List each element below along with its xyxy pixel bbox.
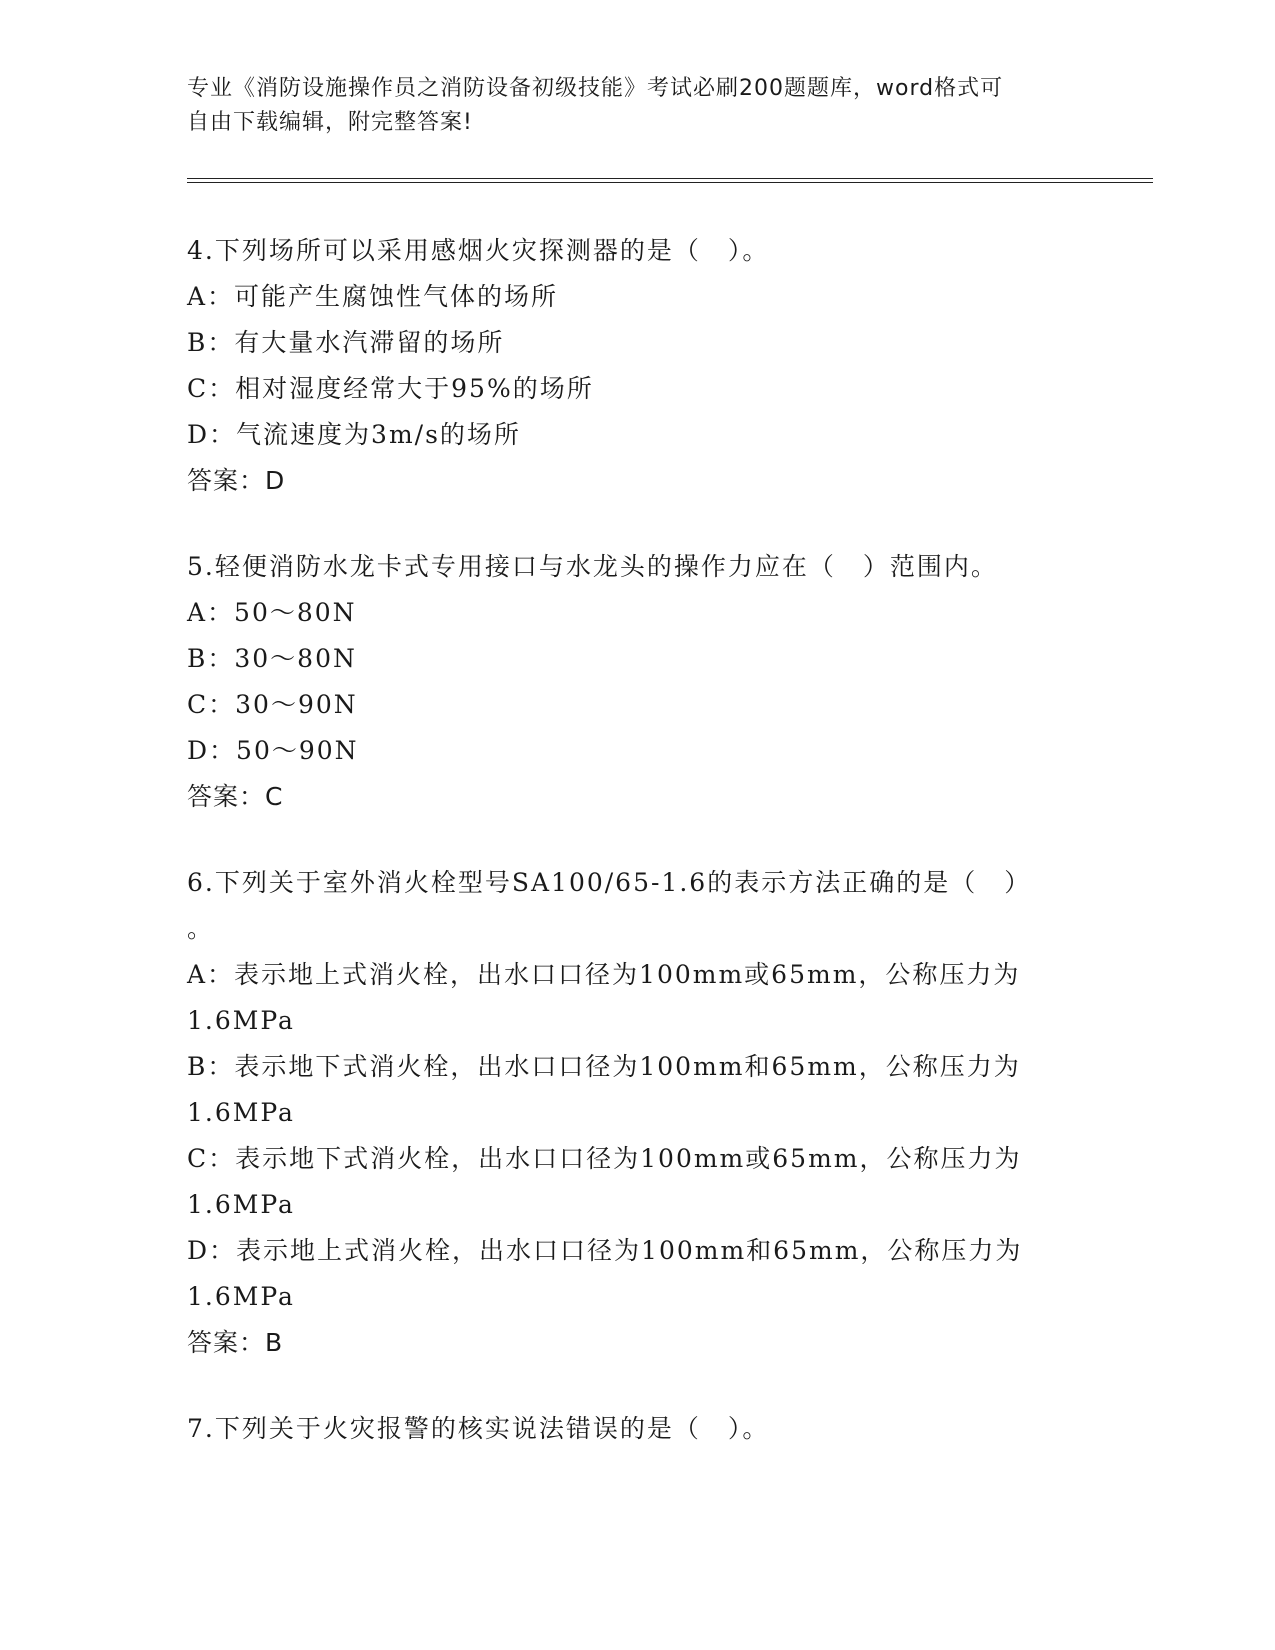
question-stem: 6.下列关于室外消火栓型号SA100/65-1.6的表示方法正确的是（ ） <box>187 868 1032 897</box>
option-c-continuation: 1.6MPa <box>187 1190 295 1219</box>
option-a-continuation: 1.6MPa <box>187 1006 295 1035</box>
option-d-continuation: 1.6MPa <box>187 1282 295 1311</box>
question-stem: 4.下列场所可以采用感烟火灾探测器的是（ ）。 <box>187 236 770 265</box>
question-4 <box>187 228 1087 504</box>
option-d: D：表示地上式消火栓，出水口口径为100mm和65mm，公称压力为 <box>187 1236 1023 1265</box>
option-a: A：50～80N <box>187 598 357 627</box>
option-b: B：表示地下式消火栓，出水口口径为100mm和65mm，公称压力为 <box>187 1052 1021 1081</box>
question-stem-continuation: 。 <box>187 914 215 943</box>
header-line-2: 自由下载编辑，附完整答案! <box>187 110 473 135</box>
option-b: B：30～80N <box>187 644 357 673</box>
question-stem: 5.轻便消防水龙卡式专用接口与水龙头的操作力应在（ ）范围内。 <box>187 552 998 581</box>
question-7 <box>187 1406 1087 1452</box>
option-c: C：相对湿度经常大于95%的场所 <box>187 374 594 403</box>
option-d: D：50～90N <box>187 736 359 765</box>
option-b-continuation: 1.6MPa <box>187 1098 295 1127</box>
option-a: A：表示地上式消火栓，出水口口径为100mm或65mm，公称压力为 <box>187 960 1021 989</box>
header-line-1: 专业《消防设施操作员之消防设备初级技能》考试必刷200题题库，word格式可 <box>187 76 1004 101</box>
question-list <box>187 228 1087 1492</box>
document-header <box>187 72 1067 140</box>
answer-line: 答案：D <box>187 466 286 495</box>
question-5 <box>187 544 1087 820</box>
answer-line: 答案：C <box>187 782 284 811</box>
option-a: A：可能产生腐蚀性气体的场所 <box>187 282 559 311</box>
option-d: D：气流速度为3m/s的场所 <box>187 420 521 449</box>
header-divider <box>187 178 1153 183</box>
question-6 <box>187 860 1087 1366</box>
answer-line: 答案：B <box>187 1328 284 1357</box>
question-stem: 7.下列关于火灾报警的核实说法错误的是（ ）。 <box>187 1414 770 1443</box>
option-c: C：30～90N <box>187 690 358 719</box>
option-b: B：有大量水汽滞留的场所 <box>187 328 505 357</box>
option-c: C：表示地下式消火栓，出水口口径为100mm或65mm，公称压力为 <box>187 1144 1022 1173</box>
